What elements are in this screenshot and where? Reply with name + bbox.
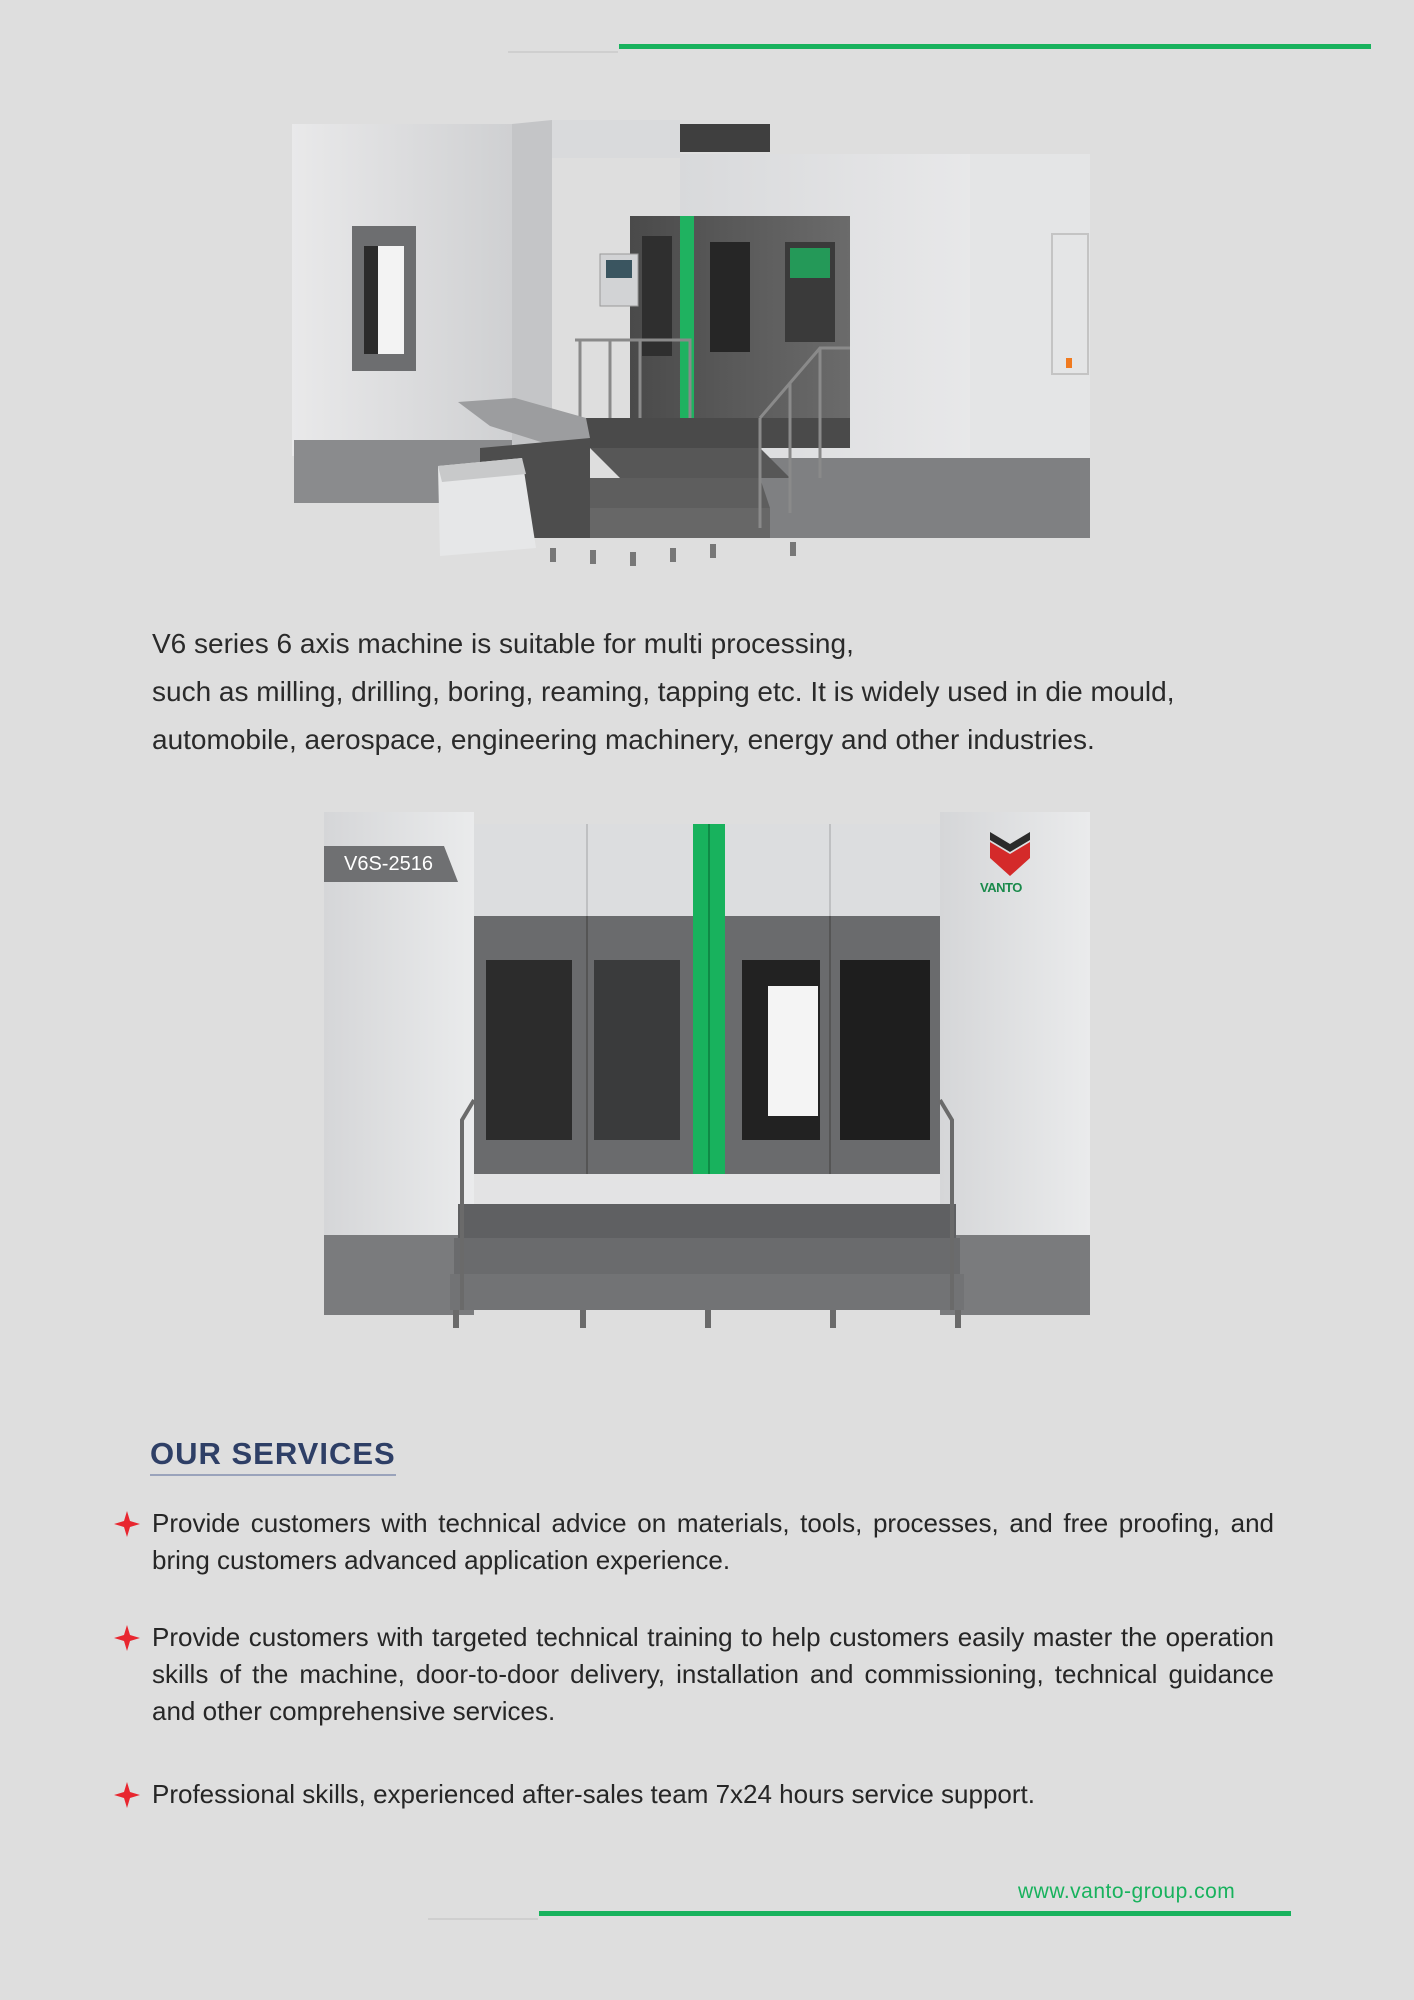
vanto-logo-icon: [978, 832, 1042, 898]
four-point-star-icon: [112, 1780, 142, 1810]
four-point-star-icon: [112, 1623, 142, 1653]
intro-paragraph: [152, 620, 1332, 764]
intro-line-2: such as milling, drilling, boring, reaming, tapping etc. It is widely used in die mould,: [152, 676, 1175, 707]
service-item-1: Provide customers with technical advice on materials, tools, processes, and free proofing, and bring customers advanced application experience.: [152, 1508, 1274, 1575]
bottom-faint-line: [428, 1918, 538, 1920]
bottom-accent-line: [539, 1911, 1291, 1916]
four-point-star-icon: [112, 1509, 142, 1539]
top-faint-line: [508, 51, 618, 53]
machine-isometric-image: [290, 118, 1125, 588]
top-accent-line: [619, 44, 1371, 49]
intro-line-3: automobile, aerospace, engineering machinery, energy and other industries.: [152, 724, 1095, 755]
machine-front-image: [322, 810, 1092, 1345]
website-link[interactable]: www.vanto-group.com: [1018, 1880, 1236, 1903]
services-title: OUR SERVICES: [150, 1436, 396, 1476]
service-item-3: Professional skills, experienced after-sales team 7x24 hours service support.: [152, 1779, 1035, 1809]
vanto-logo-text: VANTO: [980, 880, 1022, 895]
model-tag: [324, 846, 458, 882]
vanto-logo-mark: [984, 832, 1048, 878]
service-item-2: Provide customers with targeted technical training to help customers easily master the operation skills of the machine, door-to-door delivery, installation and commissioning, technical guidance and other comprehensive services.: [152, 1622, 1274, 1726]
model-tag-label: V6S-2516: [344, 853, 433, 875]
intro-line-1: V6 series 6 axis machine is suitable for multi processing,: [152, 628, 854, 659]
